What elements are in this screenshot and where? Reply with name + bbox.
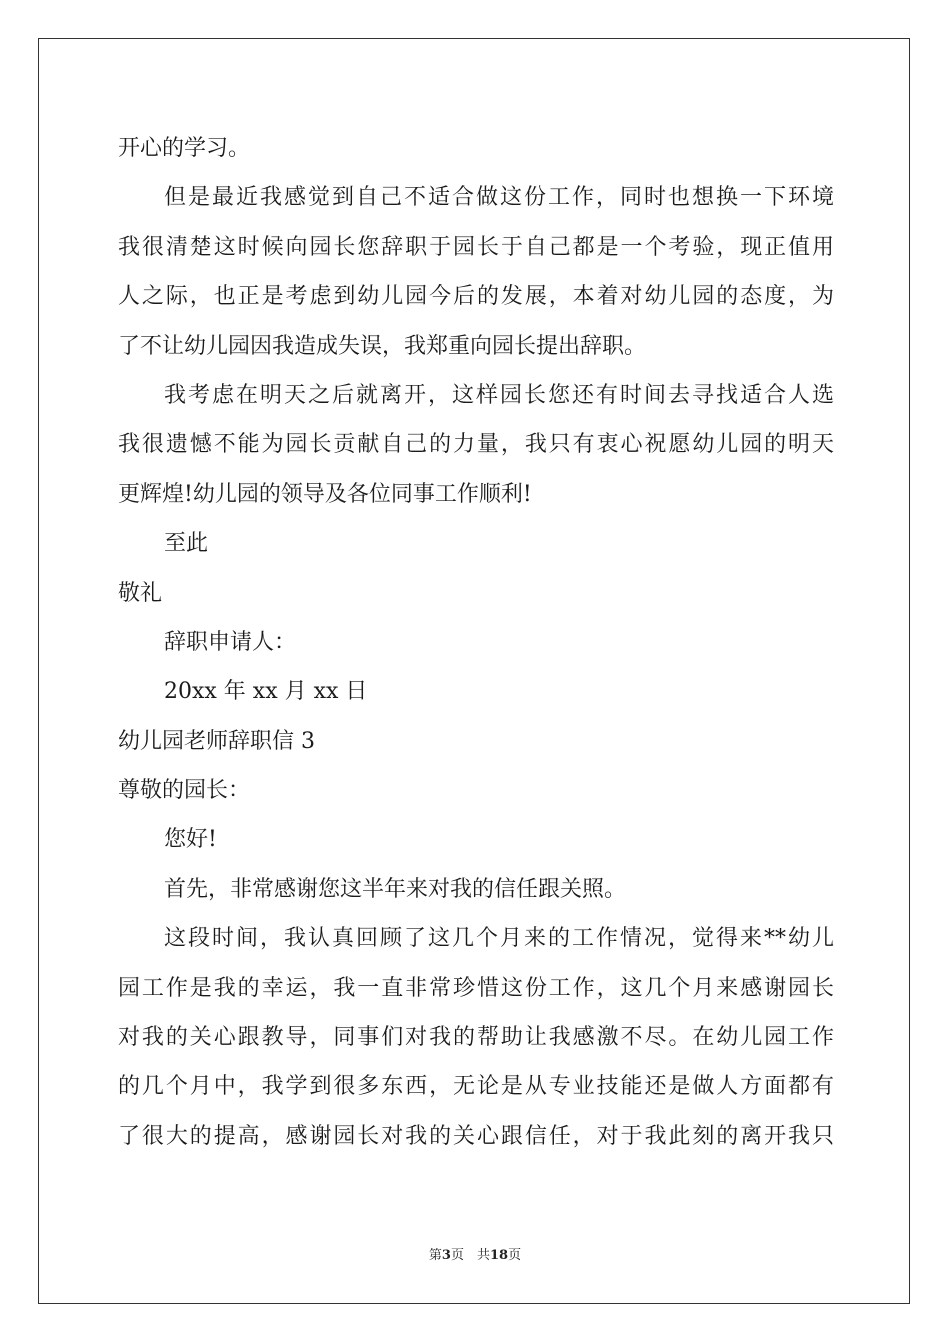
page-footer xyxy=(0,1244,950,1263)
text-line: 的几个月中，我学到很多东西，无论是从专业技能还是做人方面都有 xyxy=(118,1074,834,1100)
text-line: 这段时间，我认真回顾了这几个月来的工作情况，觉得来**幼儿 xyxy=(164,926,834,952)
text-line: 但是最近我感觉到自己不适合做这份工作，同时也想换一下环境 xyxy=(164,185,834,211)
text-line: 了不让幼儿园因我造成失误，我郑重向园长提出辞职。 xyxy=(118,333,647,359)
text-line: 了很大的提高，感谢园长对我的关心跟信任，对于我此刻的离开我只 xyxy=(118,1123,834,1149)
text-line: 更辉煌!幼儿园的领导及各位同事工作顺利! xyxy=(118,481,532,507)
text-line: 对我的关心跟教导，同事们对我的帮助让我感激不尽。在幼儿园工作 xyxy=(118,1025,834,1051)
closing-line: 至此 xyxy=(164,531,209,557)
page-current: 3 xyxy=(441,1248,451,1263)
signature-line: 辞职申请人： xyxy=(164,629,297,655)
text-line: 开心的学习。 xyxy=(118,136,251,161)
salutation-line: 敬礼 xyxy=(118,580,163,606)
text-line: 我很遗憾不能为园长贡献自己的力量，我只有衷心祝愿幼儿园的明天 xyxy=(118,432,834,458)
page-prefix: 第 xyxy=(428,1248,442,1263)
page-total: 18 xyxy=(489,1248,509,1263)
text-line: 首先，非常感谢您这半年来对我的信任跟关照。 xyxy=(164,876,627,902)
text-line: 人之际，也正是考虑到幼儿园今后的发展，本着对幼儿园的态度，为 xyxy=(118,284,834,310)
text-line: 我考虑在明天之后就离开，这样园长您还有时间去寻找适合人选 xyxy=(164,382,834,408)
greeting-line: 尊敬的园长： xyxy=(118,778,251,804)
date-line: 20xx 年 xx 月 xx 日 xyxy=(164,679,368,705)
page-suffix: 页 xyxy=(508,1248,522,1263)
document-body xyxy=(118,124,834,1161)
page-mid: 页 共 xyxy=(450,1248,490,1263)
text-line: 您好! xyxy=(164,827,217,853)
text-line: 园工作是我的幸运，我一直非常珍惜这份工作，这几个月来感谢园长 xyxy=(118,975,834,1001)
section-title: 幼儿园老师辞职信 3 xyxy=(118,728,315,754)
text-line: 我很清楚这时候向园长您辞职于园长于自己都是一个考验，现正值用 xyxy=(118,234,834,260)
